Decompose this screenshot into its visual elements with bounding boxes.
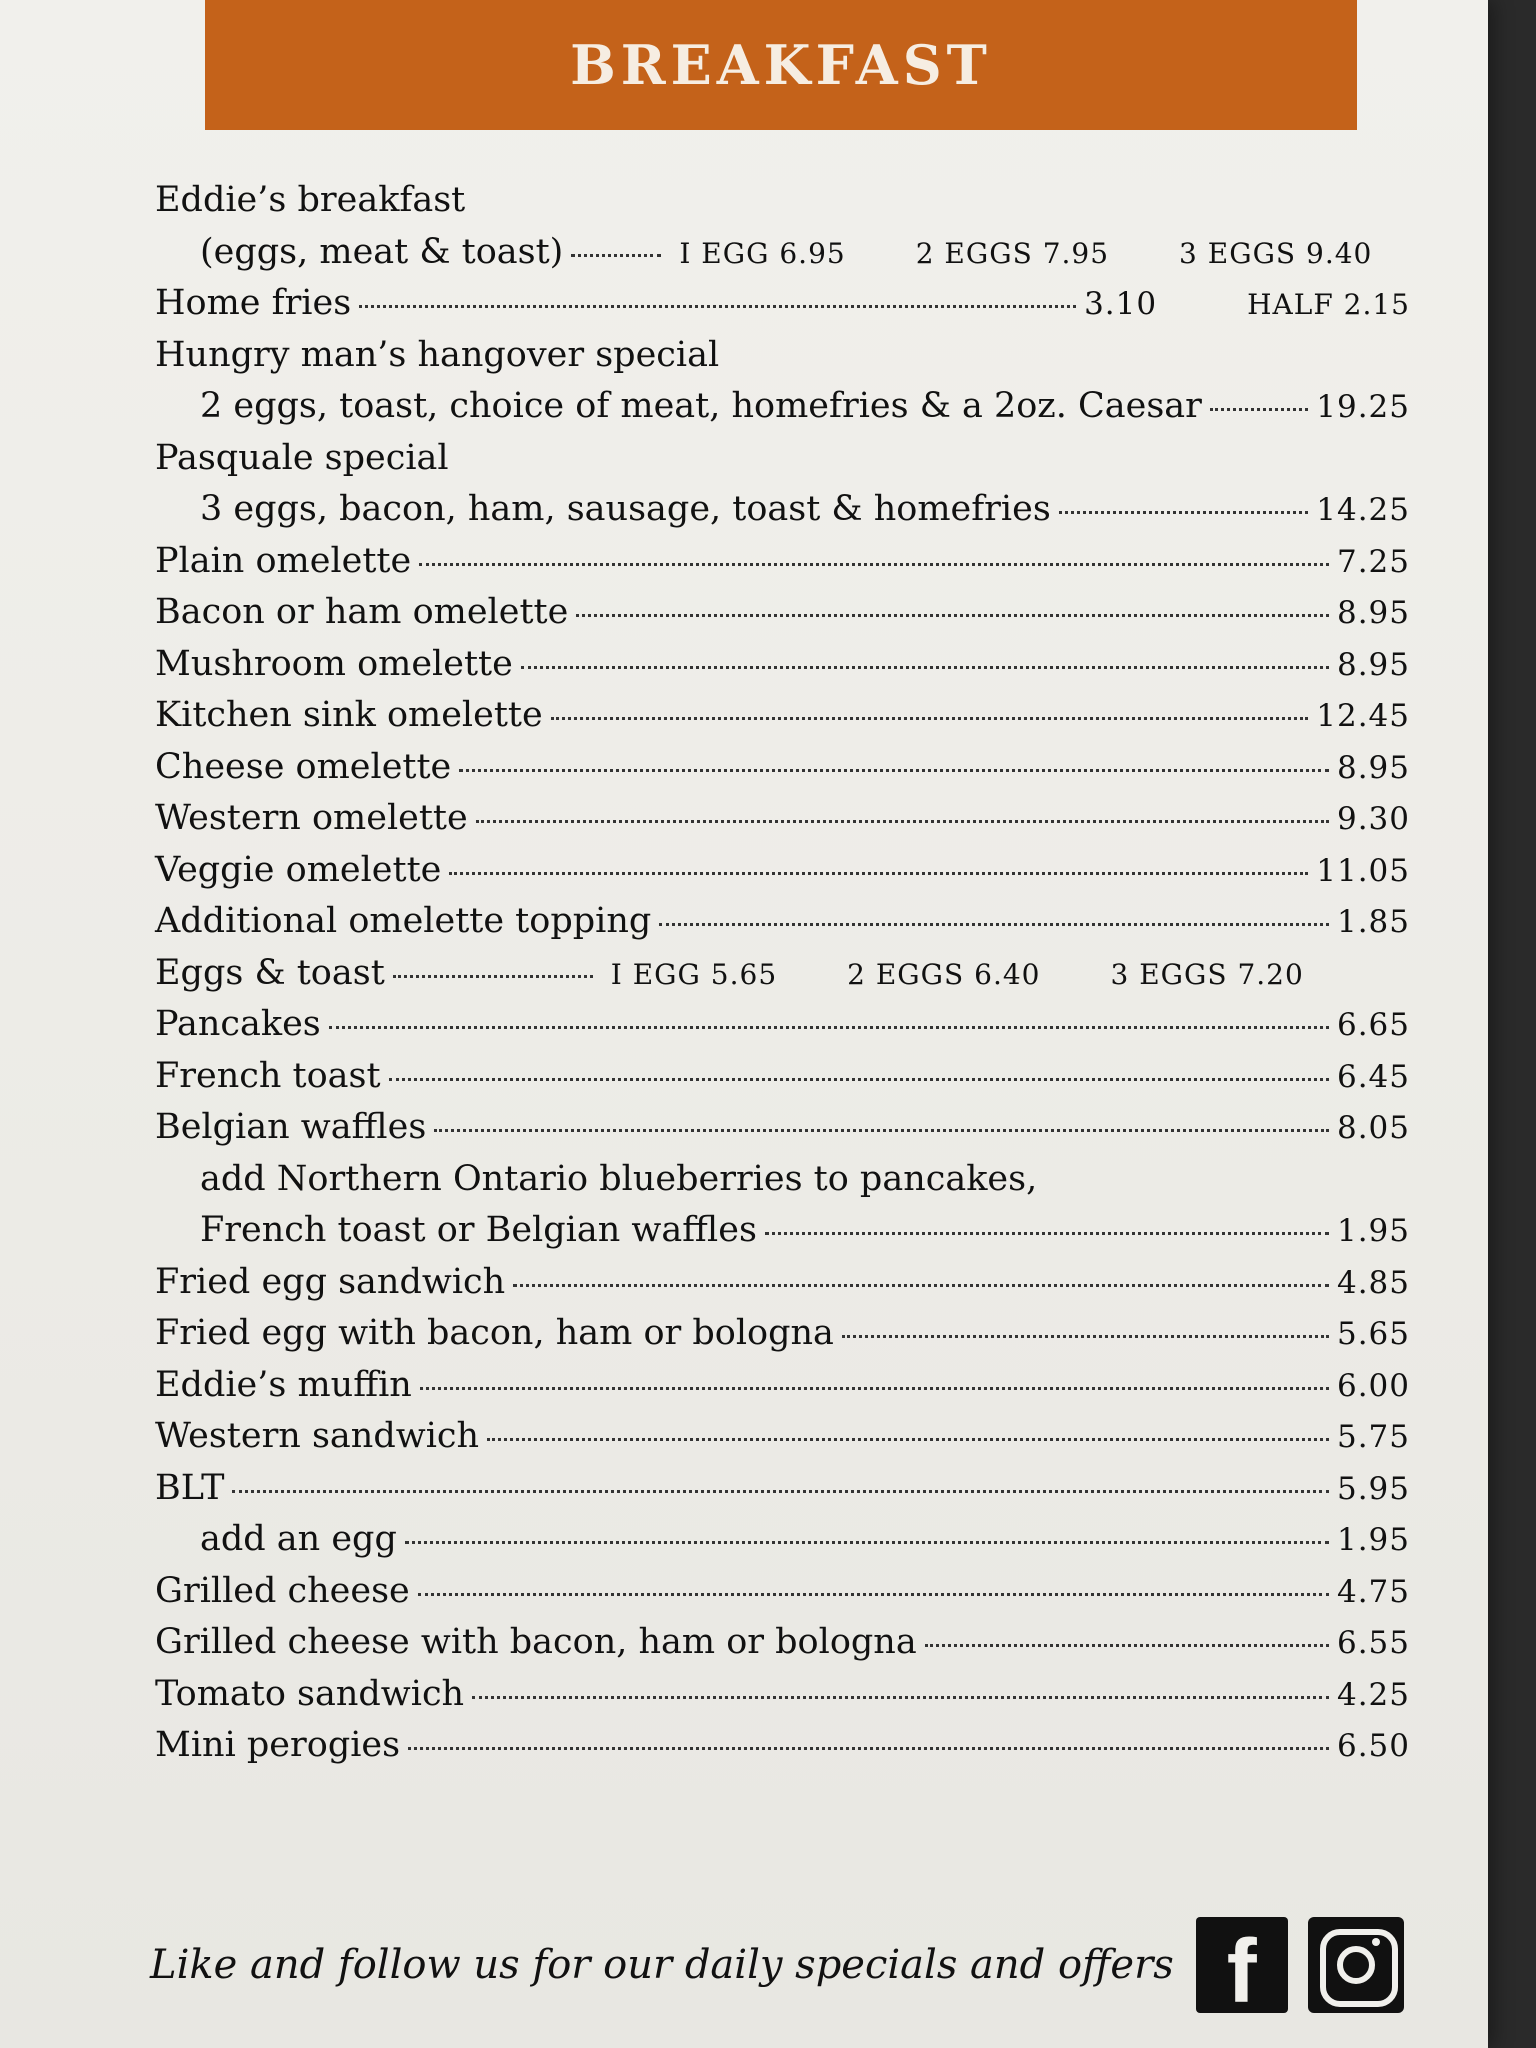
menu-item-name: Eddie’s breakfast — [155, 180, 466, 220]
menu-item-price: 3.10 — [1084, 286, 1158, 322]
dot-leader — [765, 1232, 1329, 1235]
menu-item — [155, 1210, 1410, 1262]
menu-item-name: Grilled cheese — [155, 1570, 410, 1611]
facebook-icon[interactable] — [1196, 1917, 1288, 2013]
menu-item-name: add Northern Ontario blueberries to pancakes, — [200, 1158, 1038, 1199]
menu-item — [155, 1725, 1410, 1777]
menu-item-name: (eggs, meat & toast) — [200, 231, 564, 272]
menu-item-half-price: HALF 2.15 — [1247, 288, 1410, 321]
instagram-dot — [1372, 1938, 1380, 1946]
menu-item-name: 3 eggs, bacon, ham, sausage, toast & homefries — [200, 489, 1051, 529]
menu-item-price: 14.25 — [1316, 492, 1410, 528]
menu-item — [155, 1107, 1410, 1159]
menu-item-name: Kitchen sink omelette — [155, 695, 543, 735]
menu-item-name: Bacon or ham omelette — [155, 592, 569, 632]
menu-item — [155, 1416, 1410, 1468]
menu-item-price: 8.95 — [1336, 749, 1410, 786]
menu-item — [155, 1468, 1410, 1520]
menu-item-option-price: 3 EGGS 9.40 — [1179, 236, 1373, 270]
menu-item — [155, 283, 1410, 335]
menu-item — [155, 1365, 1410, 1417]
dot-leader — [551, 717, 1309, 720]
menu-item-price: 4.75 — [1336, 1573, 1410, 1610]
menu-item-price: 4.25 — [1336, 1676, 1410, 1713]
dot-leader — [487, 1438, 1329, 1441]
menu-item-price: 19.25 — [1316, 389, 1410, 425]
menu-item-name: Grilled cheese with bacon, ham or bologna — [155, 1622, 917, 1662]
menu-item — [155, 695, 1410, 747]
menu-item — [155, 953, 1410, 1005]
menu-item-name: Mini perogies — [155, 1725, 401, 1765]
menu-item-name: Eggs & toast — [155, 952, 385, 993]
dot-leader — [419, 563, 1329, 566]
dot-leader — [405, 1541, 1329, 1544]
menu-item — [155, 335, 1410, 387]
menu-item — [155, 1622, 1410, 1674]
dot-leader — [449, 872, 1308, 875]
menu-item-options — [601, 958, 1304, 991]
menu-item — [155, 798, 1410, 850]
menu-item — [155, 1571, 1410, 1623]
menu-item-name: BLT — [155, 1467, 225, 1508]
menu-item-option-price: I EGG 6.95 — [679, 236, 846, 270]
menu-item-option-price: 2 EGGS 6.40 — [847, 957, 1041, 991]
menu-item — [155, 232, 1410, 284]
menu-item-name: Pancakes — [155, 1004, 321, 1044]
dot-leader — [420, 1387, 1329, 1390]
menu-item — [155, 438, 1410, 490]
menu-item-name: 2 eggs, toast, choice of meat, homefries & a 2oz. Caesar — [200, 386, 1202, 426]
menu-item-name: Fried egg sandwich — [155, 1261, 506, 1302]
menu-item-name: Belgian waffles — [155, 1107, 427, 1147]
menu-item-option-price: 2 EGGS 7.95 — [915, 236, 1110, 270]
menu-item-name: Additional omelette topping — [155, 901, 652, 941]
dot-leader — [389, 1078, 1329, 1081]
menu-item-price: 8.05 — [1336, 1110, 1410, 1146]
dot-leader — [1210, 408, 1308, 411]
menu-item — [155, 1056, 1410, 1108]
dot-leader — [434, 1129, 1329, 1132]
menu-item-name: Fried egg with bacon, ham or bologna — [155, 1313, 834, 1353]
menu-item-price: 6.45 — [1336, 1058, 1410, 1095]
menu-item — [155, 1674, 1410, 1726]
menu-item-name: Eddie’s muffin — [155, 1364, 412, 1405]
menu-item-name: Pasquale special — [155, 437, 449, 478]
menu-item-price: 11.05 — [1316, 852, 1410, 889]
dot-leader — [459, 769, 1329, 772]
menu-item-name: Tomato sandwich — [155, 1673, 465, 1714]
menu-item-price: 6.55 — [1336, 1625, 1410, 1661]
dot-leader — [576, 614, 1329, 617]
menu-item-price: 9.30 — [1336, 801, 1410, 837]
menu-item — [155, 1262, 1410, 1314]
menu-item-name: Veggie omelette — [155, 849, 442, 890]
instagram-lens — [1337, 1946, 1375, 1984]
menu-list — [155, 180, 1410, 1777]
footer-text: Like and follow us for our daily specials and offers — [150, 1942, 1174, 1988]
menu-item-price: 6.50 — [1336, 1728, 1410, 1764]
menu-item-option-price: I EGG 5.65 — [610, 957, 778, 991]
dot-leader — [513, 1284, 1329, 1287]
menu-item-name: French toast or Belgian waffles — [200, 1210, 757, 1250]
menu-item — [155, 747, 1410, 799]
menu-item — [155, 1159, 1410, 1211]
dot-leader — [659, 923, 1329, 926]
menu-item — [155, 850, 1410, 902]
dot-leader — [842, 1335, 1329, 1338]
dot-leader — [408, 1747, 1329, 1750]
menu-item — [155, 386, 1410, 438]
dot-leader — [359, 305, 1076, 308]
dot-leader — [571, 254, 661, 257]
menu-item-name: Western omelette — [155, 798, 468, 838]
footer — [150, 1915, 1404, 2015]
menu-item-name: Plain omelette — [155, 540, 412, 581]
menu-item-price: 5.75 — [1336, 1419, 1410, 1455]
dot-leader — [472, 1696, 1329, 1699]
dot-leader — [1059, 511, 1308, 514]
menu-item — [155, 592, 1410, 644]
menu-item — [155, 541, 1410, 593]
page-title: BREAKFAST — [570, 33, 992, 97]
menu-item — [155, 901, 1410, 953]
menu-item-price: 8.95 — [1336, 595, 1410, 631]
facebook-glyph: f — [1226, 1922, 1257, 2013]
menu-item — [155, 1519, 1410, 1571]
menu-item-price: 6.65 — [1336, 1007, 1410, 1043]
menu-item-name: French toast — [155, 1055, 381, 1096]
menu-item — [155, 489, 1410, 541]
menu-item — [155, 180, 1410, 232]
instagram-icon[interactable] — [1308, 1917, 1404, 2013]
menu-item-price: 5.65 — [1336, 1316, 1410, 1352]
menu-item-price: 4.85 — [1336, 1264, 1410, 1301]
menu-item-price: 12.45 — [1316, 698, 1410, 734]
menu-item-price: 1.85 — [1336, 904, 1410, 940]
menu-item-name: Home fries — [155, 283, 352, 323]
dot-leader — [476, 820, 1329, 823]
menu-item-price: 8.95 — [1336, 646, 1410, 683]
menu-item-name: Hungry man’s hangover special — [155, 334, 720, 375]
header-banner — [205, 0, 1357, 130]
dot-leader — [329, 1026, 1329, 1029]
menu-item — [155, 1004, 1410, 1056]
social-links — [1196, 1917, 1404, 2013]
menu-item-options — [669, 237, 1372, 270]
dot-leader — [232, 1490, 1329, 1493]
menu-item-name: Western sandwich — [155, 1416, 480, 1456]
dot-leader — [418, 1593, 1329, 1596]
dot-leader — [393, 975, 593, 978]
menu-item-price: 7.25 — [1336, 543, 1410, 580]
dot-leader — [521, 666, 1329, 669]
dot-leader — [925, 1644, 1329, 1647]
menu-item-price: 1.95 — [1336, 1522, 1410, 1558]
menu-item-price: 5.95 — [1336, 1470, 1410, 1507]
menu-item-option-price: 3 EGGS 7.20 — [1110, 957, 1304, 991]
menu-item-name: Cheese omelette — [155, 746, 452, 787]
menu-item-name: Mushroom omelette — [155, 643, 513, 684]
menu-item — [155, 644, 1410, 696]
menu-item-name: add an egg — [200, 1519, 397, 1559]
menu-item — [155, 1313, 1410, 1365]
menu-item-price: 6.00 — [1336, 1367, 1410, 1404]
menu-item-price: 1.95 — [1336, 1213, 1410, 1249]
